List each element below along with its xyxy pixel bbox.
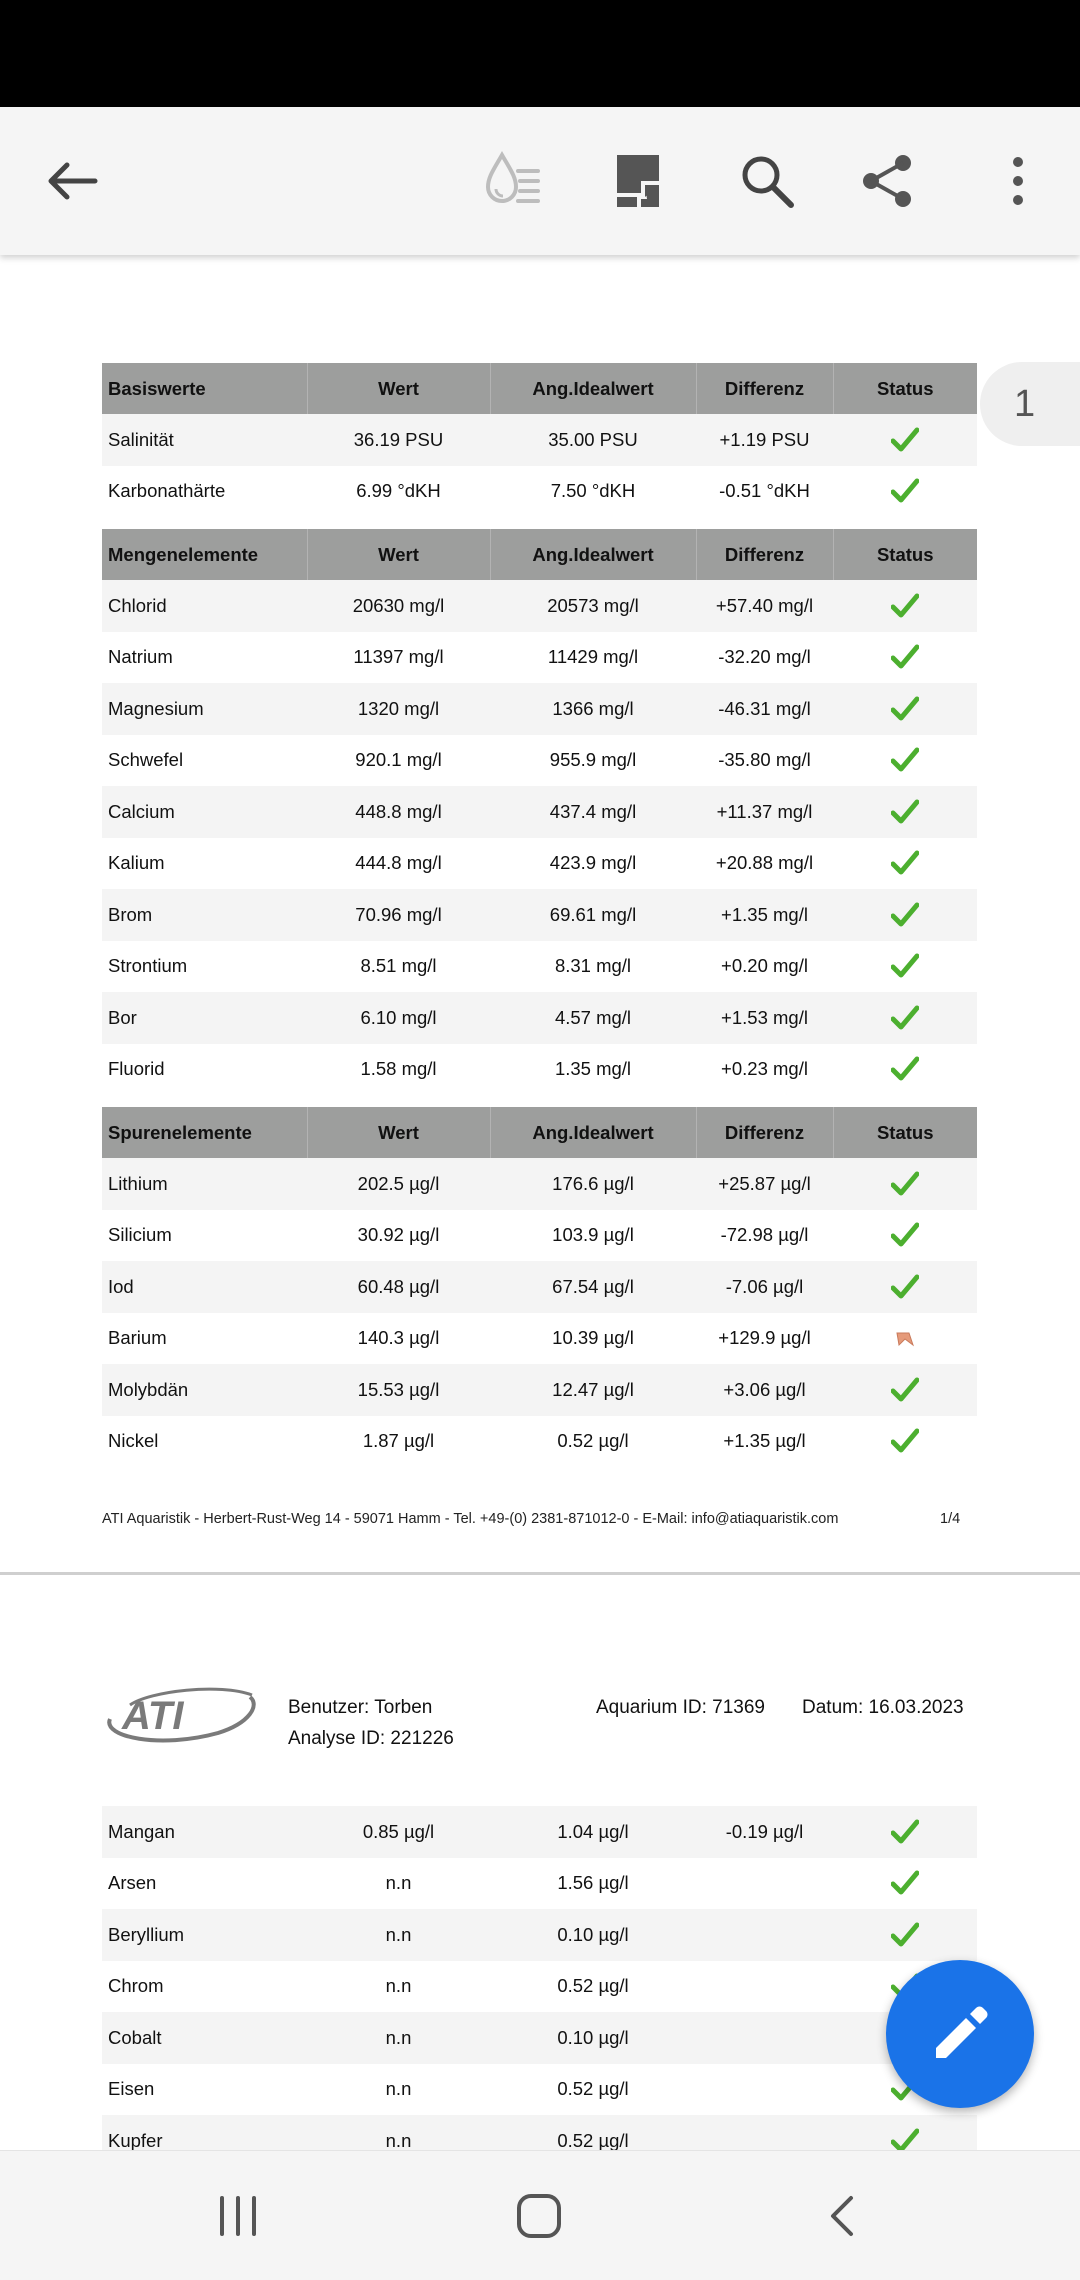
header-idealwert: Ang.Idealwert xyxy=(490,529,696,580)
section-gap xyxy=(102,517,977,529)
row-difference: +0.23 mg/l xyxy=(696,1044,833,1096)
analyse-id-label: Analyse ID: 221226 xyxy=(288,1728,454,1749)
table-row xyxy=(102,941,977,993)
table-row xyxy=(102,1858,977,1910)
row-value: 11397 mg/l xyxy=(307,632,490,684)
more-vert-icon[interactable] xyxy=(978,141,1058,221)
row-status xyxy=(833,1044,977,1096)
status-ok-icon xyxy=(891,799,919,825)
row-value: n.n xyxy=(307,1961,490,2013)
user-label: Benutzer: Torben xyxy=(288,1697,433,1718)
svg-text:ATI: ATI xyxy=(122,1694,184,1738)
table-row xyxy=(102,786,977,838)
header-status: Status xyxy=(833,529,977,580)
row-value: 60.48 µg/l xyxy=(307,1261,490,1313)
row-ideal-value: 8.31 mg/l xyxy=(490,941,696,993)
table-row xyxy=(102,1806,977,1858)
status-ok-icon xyxy=(891,1222,919,1248)
row-difference: +1.19 PSU xyxy=(696,414,833,466)
row-parameter-name: Schwefel xyxy=(102,735,307,787)
row-parameter-name: Mangan xyxy=(102,1806,307,1858)
row-ideal-value: 955.9 mg/l xyxy=(490,735,696,787)
row-difference: +1.35 mg/l xyxy=(696,889,833,941)
header-parameter: Mengenelemente xyxy=(102,529,307,580)
status-ok-icon xyxy=(891,1056,919,1082)
row-difference: +57.40 mg/l xyxy=(696,580,833,632)
row-difference: +20.88 mg/l xyxy=(696,838,833,890)
row-difference xyxy=(696,2012,833,2064)
row-value: 70.96 mg/l xyxy=(307,889,490,941)
table-row xyxy=(102,632,977,684)
row-status xyxy=(833,941,977,993)
table-row xyxy=(102,992,977,1044)
section-header-row xyxy=(102,363,977,414)
table-row xyxy=(102,735,977,787)
header-differenz: Differenz xyxy=(696,1107,833,1158)
row-parameter-name: Fluorid xyxy=(102,1044,307,1096)
row-parameter-name: Strontium xyxy=(102,941,307,993)
row-ideal-value: 67.54 µg/l xyxy=(490,1261,696,1313)
status-ok-icon xyxy=(891,696,919,722)
row-value: 1320 mg/l xyxy=(307,683,490,735)
section-gap xyxy=(102,1095,977,1107)
row-ideal-value: 7.50 °dKH xyxy=(490,466,696,518)
row-ideal-value: 0.52 µg/l xyxy=(490,1416,696,1468)
status-bar xyxy=(0,0,1080,107)
row-parameter-name: Salinität xyxy=(102,414,307,466)
row-ideal-value: 0.10 µg/l xyxy=(490,1909,696,1961)
row-ideal-value: 0.52 µg/l xyxy=(490,2115,696,2150)
status-ok-icon xyxy=(891,593,919,619)
section-gap-cell xyxy=(102,1095,977,1107)
row-parameter-name: Natrium xyxy=(102,632,307,684)
table-row xyxy=(102,683,977,735)
row-parameter-name: Eisen xyxy=(102,2064,307,2116)
row-ideal-value: 11429 mg/l xyxy=(490,632,696,684)
status-ok-icon xyxy=(891,1377,919,1403)
row-parameter-name: Karbonathärte xyxy=(102,466,307,518)
header-wert: Wert xyxy=(307,1107,490,1158)
row-parameter-name: Kalium xyxy=(102,838,307,890)
row-difference xyxy=(696,2064,833,2116)
row-ideal-value: 0.52 µg/l xyxy=(490,1961,696,2013)
header-parameter: Spurenelemente xyxy=(102,1107,307,1158)
row-ideal-value: 103.9 µg/l xyxy=(490,1210,696,1262)
row-value: 15.53 µg/l xyxy=(307,1364,490,1416)
top-toolbar xyxy=(0,107,1080,255)
row-ideal-value: 423.9 mg/l xyxy=(490,838,696,890)
status-ok-icon xyxy=(891,953,919,979)
row-value: 30.92 µg/l xyxy=(307,1210,490,1262)
row-value: 448.8 mg/l xyxy=(307,786,490,838)
row-parameter-name: Molybdän xyxy=(102,1364,307,1416)
row-parameter-name: Silicium xyxy=(102,1210,307,1262)
page-number-indicator[interactable]: 1 xyxy=(980,362,1080,446)
row-status xyxy=(833,992,977,1044)
row-parameter-name: Barium xyxy=(102,1313,307,1365)
row-value: 920.1 mg/l xyxy=(307,735,490,787)
row-ideal-value: 1.56 µg/l xyxy=(490,1858,696,1910)
table-row xyxy=(102,580,977,632)
row-ideal-value: 176.6 µg/l xyxy=(490,1158,696,1210)
table-row xyxy=(102,1909,977,1961)
row-value: 140.3 µg/l xyxy=(307,1313,490,1365)
status-ok-icon xyxy=(891,644,919,670)
row-parameter-name: Iod xyxy=(102,1261,307,1313)
row-difference xyxy=(696,1961,833,2013)
table-row xyxy=(102,838,977,890)
row-status xyxy=(833,683,977,735)
section-header-row xyxy=(102,1107,977,1158)
status-ok-icon xyxy=(891,1922,919,1948)
row-status xyxy=(833,786,977,838)
row-value: 1.87 µg/l xyxy=(307,1416,490,1468)
row-status xyxy=(833,466,977,518)
status-ok-icon xyxy=(891,478,919,504)
row-value: n.n xyxy=(307,2115,490,2150)
row-status xyxy=(833,632,977,684)
row-value: 202.5 µg/l xyxy=(307,1158,490,1210)
row-status xyxy=(833,1416,977,1468)
row-parameter-name: Lithium xyxy=(102,1158,307,1210)
row-status xyxy=(833,414,977,466)
analysis-table xyxy=(102,363,977,1467)
home-icon[interactable] xyxy=(494,2181,584,2251)
row-parameter-name: Magnesium xyxy=(102,683,307,735)
row-ideal-value: 0.10 µg/l xyxy=(490,2012,696,2064)
status-ok-icon xyxy=(891,2128,919,2150)
system-navigation-bar xyxy=(0,2150,1080,2280)
table-row xyxy=(102,1416,977,1468)
row-difference: -72.98 µg/l xyxy=(696,1210,833,1262)
table-row xyxy=(102,1158,977,1210)
row-ideal-value: 0.52 µg/l xyxy=(490,2064,696,2116)
row-value: 444.8 mg/l xyxy=(307,838,490,890)
table-row xyxy=(102,889,977,941)
row-ideal-value: 437.4 mg/l xyxy=(490,786,696,838)
row-difference xyxy=(696,1858,833,1910)
row-difference: -7.06 µg/l xyxy=(696,1261,833,1313)
row-difference: +129.9 µg/l xyxy=(696,1313,833,1365)
row-ideal-value: 4.57 mg/l xyxy=(490,992,696,1044)
row-status xyxy=(833,1364,977,1416)
header-idealwert: Ang.Idealwert xyxy=(490,363,696,414)
row-difference: +0.20 mg/l xyxy=(696,941,833,993)
status-ok-icon xyxy=(891,1819,919,1845)
row-ideal-value: 1.04 µg/l xyxy=(490,1806,696,1858)
table-row xyxy=(102,414,977,466)
edit-fab-button[interactable] xyxy=(886,1960,1034,2108)
row-difference: +1.35 µg/l xyxy=(696,1416,833,1468)
header-status: Status xyxy=(833,1107,977,1158)
table-row xyxy=(102,2115,977,2150)
row-difference: +3.06 µg/l xyxy=(696,1364,833,1416)
status-ok-icon xyxy=(891,1274,919,1300)
row-parameter-name: Nickel xyxy=(102,1416,307,1468)
header-idealwert: Ang.Idealwert xyxy=(490,1107,696,1158)
row-status xyxy=(833,838,977,890)
row-parameter-name: Brom xyxy=(102,889,307,941)
analysis-table-page2 xyxy=(102,1806,977,2150)
table-row xyxy=(102,1044,977,1096)
status-ok-icon xyxy=(891,850,919,876)
page-footer: ATI Aquaristik - Herbert-Rust-Weg 14 - 59071 Hamm - Tel. +49-(0) 2381-871012-0 - E-Mail: info@atiaquaristik.com xyxy=(102,1511,839,1527)
section-gap-cell xyxy=(102,517,977,529)
row-value: 1.58 mg/l xyxy=(307,1044,490,1096)
header-status: Status xyxy=(833,363,977,414)
table-row xyxy=(102,466,977,518)
row-value: n.n xyxy=(307,2064,490,2116)
status-ok-icon xyxy=(891,1870,919,1896)
row-value: n.n xyxy=(307,2012,490,2064)
row-difference: -0.51 °dKH xyxy=(696,466,833,518)
row-value: 6.10 mg/l xyxy=(307,992,490,1044)
date-label: Datum: 16.03.2023 xyxy=(802,1697,964,1718)
row-parameter-name: Chlorid xyxy=(102,580,307,632)
row-value: 0.85 µg/l xyxy=(307,1806,490,1858)
status-ok-icon xyxy=(891,902,919,928)
row-value: n.n xyxy=(307,1858,490,1910)
row-value: 20630 mg/l xyxy=(307,580,490,632)
ati-logo xyxy=(100,1675,260,1753)
row-difference: -46.31 mg/l xyxy=(696,683,833,735)
row-ideal-value: 1.35 mg/l xyxy=(490,1044,696,1096)
back-icon[interactable] xyxy=(797,2181,887,2251)
row-parameter-name: Beryllium xyxy=(102,1909,307,1961)
table-row xyxy=(102,1313,977,1365)
pdf-page-1 xyxy=(0,255,1080,1573)
row-parameter-name: Arsen xyxy=(102,1858,307,1910)
row-status xyxy=(833,1909,977,1961)
row-difference xyxy=(696,2115,833,2150)
row-status xyxy=(833,1806,977,1858)
header-differenz: Differenz xyxy=(696,363,833,414)
row-ideal-value: 12.47 µg/l xyxy=(490,1364,696,1416)
status-high-icon xyxy=(891,1325,919,1351)
row-ideal-value: 10.39 µg/l xyxy=(490,1313,696,1365)
row-difference: +11.37 mg/l xyxy=(696,786,833,838)
row-parameter-name: Cobalt xyxy=(102,2012,307,2064)
row-difference xyxy=(696,1909,833,1961)
header-wert: Wert xyxy=(307,529,490,580)
status-ok-icon xyxy=(891,427,919,453)
row-difference: -35.80 mg/l xyxy=(696,735,833,787)
row-ideal-value: 35.00 PSU xyxy=(490,414,696,466)
header-wert: Wert xyxy=(307,363,490,414)
table-row xyxy=(102,1210,977,1262)
recent-apps-icon[interactable] xyxy=(193,2181,283,2251)
section-header-row xyxy=(102,529,977,580)
row-status xyxy=(833,735,977,787)
row-difference: +1.53 mg/l xyxy=(696,992,833,1044)
table-row xyxy=(102,2012,977,2064)
row-status xyxy=(833,889,977,941)
row-status xyxy=(833,1210,977,1262)
search-icon[interactable] xyxy=(727,141,807,221)
share-icon[interactable] xyxy=(847,141,927,221)
table-row xyxy=(102,1961,977,2013)
row-status xyxy=(833,580,977,632)
row-ideal-value: 20573 mg/l xyxy=(490,580,696,632)
row-parameter-name: Kupfer xyxy=(102,2115,307,2150)
row-status xyxy=(833,1858,977,1910)
row-ideal-value: 1366 mg/l xyxy=(490,683,696,735)
table-row xyxy=(102,1364,977,1416)
status-ok-icon xyxy=(891,1171,919,1197)
edit-pencil-icon xyxy=(930,2004,990,2064)
document-icon[interactable] xyxy=(598,141,678,221)
table-row xyxy=(102,2064,977,2116)
row-ideal-value: 69.61 mg/l xyxy=(490,889,696,941)
arrow-left-icon[interactable] xyxy=(32,141,112,221)
row-value: 36.19 PSU xyxy=(307,414,490,466)
table-row xyxy=(102,1261,977,1313)
status-ok-icon xyxy=(891,1428,919,1454)
row-difference: +25.87 µg/l xyxy=(696,1158,833,1210)
row-parameter-name: Chrom xyxy=(102,1961,307,2013)
row-parameter-name: Calcium xyxy=(102,786,307,838)
row-parameter-name: Bor xyxy=(102,992,307,1044)
row-status xyxy=(833,1261,977,1313)
row-status xyxy=(833,1158,977,1210)
status-ok-icon xyxy=(891,747,919,773)
row-value: n.n xyxy=(307,1909,490,1961)
header-differenz: Differenz xyxy=(696,529,833,580)
header-parameter: Basiswerte xyxy=(102,363,307,414)
row-status xyxy=(833,2115,977,2150)
status-ok-icon xyxy=(891,1005,919,1031)
footer-page-number: 1/4 xyxy=(940,1511,961,1527)
aquarium-id-label: Aquarium ID: 71369 xyxy=(596,1697,765,1718)
row-status xyxy=(833,1313,977,1365)
row-value: 8.51 mg/l xyxy=(307,941,490,993)
row-difference: -0.19 µg/l xyxy=(696,1806,833,1858)
reading-mode-icon[interactable] xyxy=(472,141,552,221)
row-value: 6.99 °dKH xyxy=(307,466,490,518)
row-difference: -32.20 mg/l xyxy=(696,632,833,684)
